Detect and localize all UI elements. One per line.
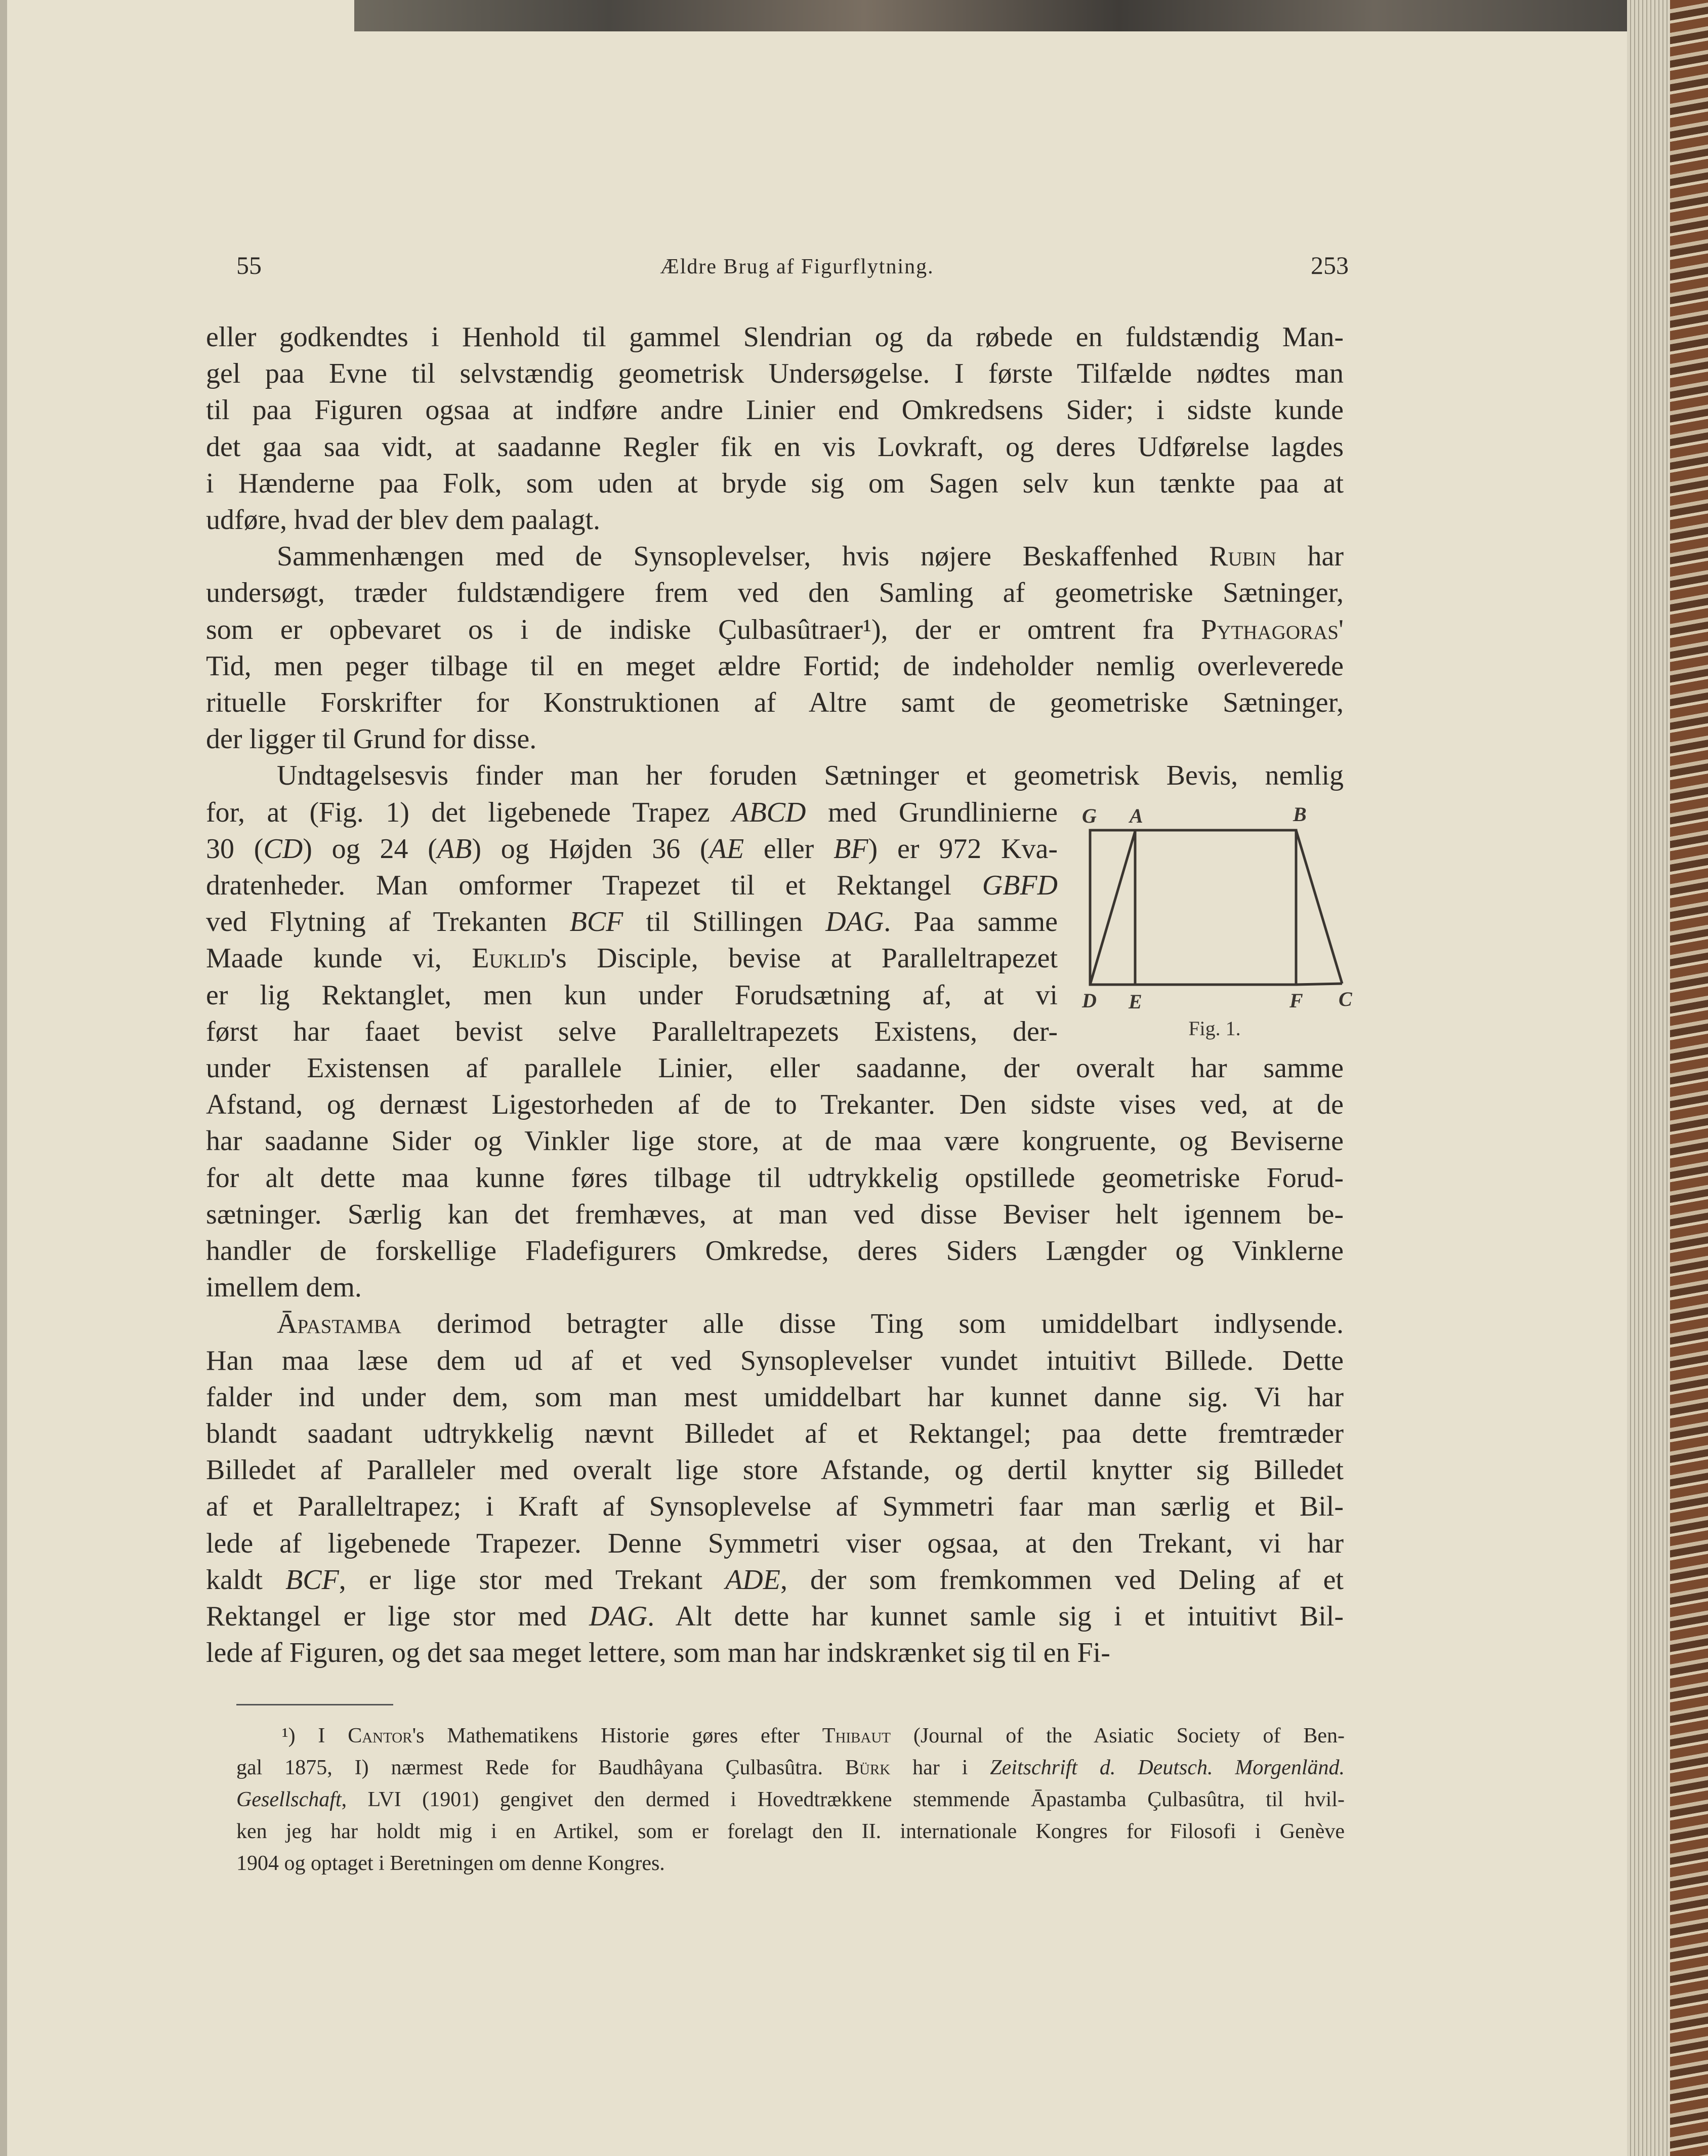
text-line: blandt saadant udtrykkelig nævnt Billedet af et Rektangel; paa dette fremtræder <box>206 1418 1344 1449</box>
text-line: under Existensen af parallele Linier, eller saadanne, der overalt har samme <box>206 1052 1344 1084</box>
text-line: er lig Rektanglet, men kun under Forudsætning af, at vi <box>206 979 1058 1011</box>
text-line: handler de forskellige Fladefigurers Omkredse, deres Siders Længder og Vinklerne <box>206 1235 1344 1267</box>
label-b: B <box>1293 803 1307 826</box>
text-line: Maade kunde vi, Euklid's Disciple, bevise at Paralleltrapezet <box>206 943 1058 974</box>
text-line: gel paa Evne til selvstændig geometrisk Undersøgelse. I første Tilfælde nødtes man <box>206 358 1344 390</box>
text-line: lede af Figuren, og det saa meget lettere, som man har indskrænket sig til en Fi- <box>206 1637 1110 1669</box>
running-title: Ældre Brug af Figurflytning. <box>660 255 934 278</box>
text-line: Undtagelsesvis finder man her foruden Sætninger et geometrisk Bevis, nemlig <box>277 760 1344 792</box>
text-line: sætninger. Særlig kan det fremhæves, at man ved disse Beviser helt igennem be- <box>206 1198 1344 1230</box>
text-line: for, at (Fig. 1) det ligebenede Trapez ABCD med Grundlinierne <box>206 796 1058 828</box>
page-number: 253 <box>1311 251 1349 279</box>
footnote-line: ¹) I Cantor's Mathematikens Historie gøres efter Thibaut (Journal of the Asiatic Society of Ben- <box>282 1724 1345 1747</box>
text-line: til paa Figuren ogsaa at indføre andre Linier end Omkredsens Sider; i sidste kunde <box>206 394 1344 426</box>
label-g: G <box>1082 804 1097 827</box>
text-line: som er opbevaret os i de indiske Çulbasûtraer¹), der er omtrent fra Pythagoras' <box>206 614 1344 645</box>
text-line: der ligger til Grund for disse. <box>206 723 537 755</box>
text-line: først har faaet bevist selve Paralleltrapezets Existens, der- <box>206 1015 1058 1047</box>
footnote-line: Gesellschaft, LVI (1901) gengivet den dermed i Hovedtrækkene stemmende Āpastamba Çulbasûtra, til hvil- <box>236 1788 1345 1811</box>
text-line: Rektangel er lige stor med DAG. Alt dette har kunnet samle sig i et intuitivt Bil- <box>206 1601 1344 1632</box>
trapezoid-diagram <box>1090 830 1342 985</box>
text-line: Afstand, og dernæst Ligestorheden af de to Trekanter. Den sidste vises ved, at de <box>206 1089 1344 1121</box>
text-line: for alt dette maa kunne føres tilbage til udtrykkelig opstillede geometriske Forud- <box>206 1162 1344 1194</box>
line-bc <box>1296 830 1342 984</box>
line-fc <box>1296 984 1342 985</box>
footnote-rule <box>236 1704 393 1705</box>
label-a: A <box>1130 804 1143 827</box>
text-line: Āpastamba derimod betragter alle disse Ting som umiddelbart indlysende. <box>277 1308 1344 1340</box>
rectangle-gbfd <box>1090 830 1296 985</box>
label-d: D <box>1082 989 1097 1012</box>
text-line: i Hænderne paa Folk, som uden at bryde sig om Sagen selv kun tænkte paa at <box>206 467 1344 499</box>
text-line: det gaa saa vidt, at saadanne Regler fik en vis Lovkraft, og deres Udførelse lagdes <box>206 431 1344 463</box>
text-line: Han maa læse dem ud af et ved Synsoplevelser vundet intuitivt Billede. Dette <box>206 1345 1344 1376</box>
footnote-line: ken jeg har holdt mig i en Artikel, som er forelagt den II. internationale Kongres for Filosofi i Genève <box>236 1820 1345 1843</box>
label-e: E <box>1129 990 1142 1013</box>
footnote-line: gal 1875, I) nærmest Rede for Baudhâyana Çulbasûtra. Bürk har i Zeitschrift d. Deutsch. Morgenländ. <box>236 1756 1345 1779</box>
text-line: 30 (CD) og 24 (AB) og Højden 36 (AE eller BF) er 972 Kva- <box>206 833 1058 865</box>
text-line: ved Flytning af Trekanten BCF til Stillingen DAG. Paa samme <box>206 906 1058 938</box>
label-c: C <box>1339 988 1352 1010</box>
chapter-number: 55 <box>236 251 262 279</box>
text-line: falder ind under dem, som man mest umiddelbart har kunnet danne sig. Vi har <box>206 1381 1344 1413</box>
text-line: har saadanne Sider og Vinkler lige store, at de maa være kongruente, og Beviserne <box>206 1125 1344 1157</box>
figure-caption: Fig. 1. <box>1188 1017 1241 1040</box>
text-line: Tid, men peger tilbage til en meget ældre Fortid; de indeholder nemlig overleverede <box>206 650 1344 682</box>
text-line: lede af ligebenede Trapezer. Denne Symmetri viser ogsaa, at den Trekant, vi har <box>206 1527 1344 1559</box>
text-line: Sammenhængen med de Synsoplevelser, hvis nøjere Beskaffenhed Rubin har <box>277 541 1344 573</box>
text-line: Billedet af Paralleler med overalt lige store Afstande, og dertil knytter sig Billedet <box>206 1454 1344 1486</box>
text-line: undersøgt, træder fuldstændigere frem ved den Samling af geometriske Sætninger, <box>206 577 1344 609</box>
text-line: dratenheder. Man omformer Trapezet til et Rektangel GBFD <box>206 870 1058 901</box>
text-line: kaldt BCF, er lige stor med Trekant ADE, der som fremkommen ved Deling af et <box>206 1564 1344 1596</box>
line-da <box>1090 831 1135 985</box>
text-line: eller godkendtes i Henhold til gammel Slendrian og da røbede en fuldstændig Man- <box>206 321 1344 353</box>
text-line: udføre, hvad der blev dem paalagt. <box>206 504 601 536</box>
text-line: rituelle Forskrifter for Konstruktionen af Altre samt de geometriske Sætninger, <box>206 687 1344 718</box>
label-f: F <box>1289 989 1303 1012</box>
text-line: imellem dem. <box>206 1272 362 1304</box>
text-line: af et Paralleltrapez; i Kraft af Synsoplevelse af Symmetri faar man særlig et Bil- <box>206 1491 1344 1523</box>
footnote-line: 1904 og optaget i Beretningen om denne Kongres. <box>236 1852 665 1875</box>
